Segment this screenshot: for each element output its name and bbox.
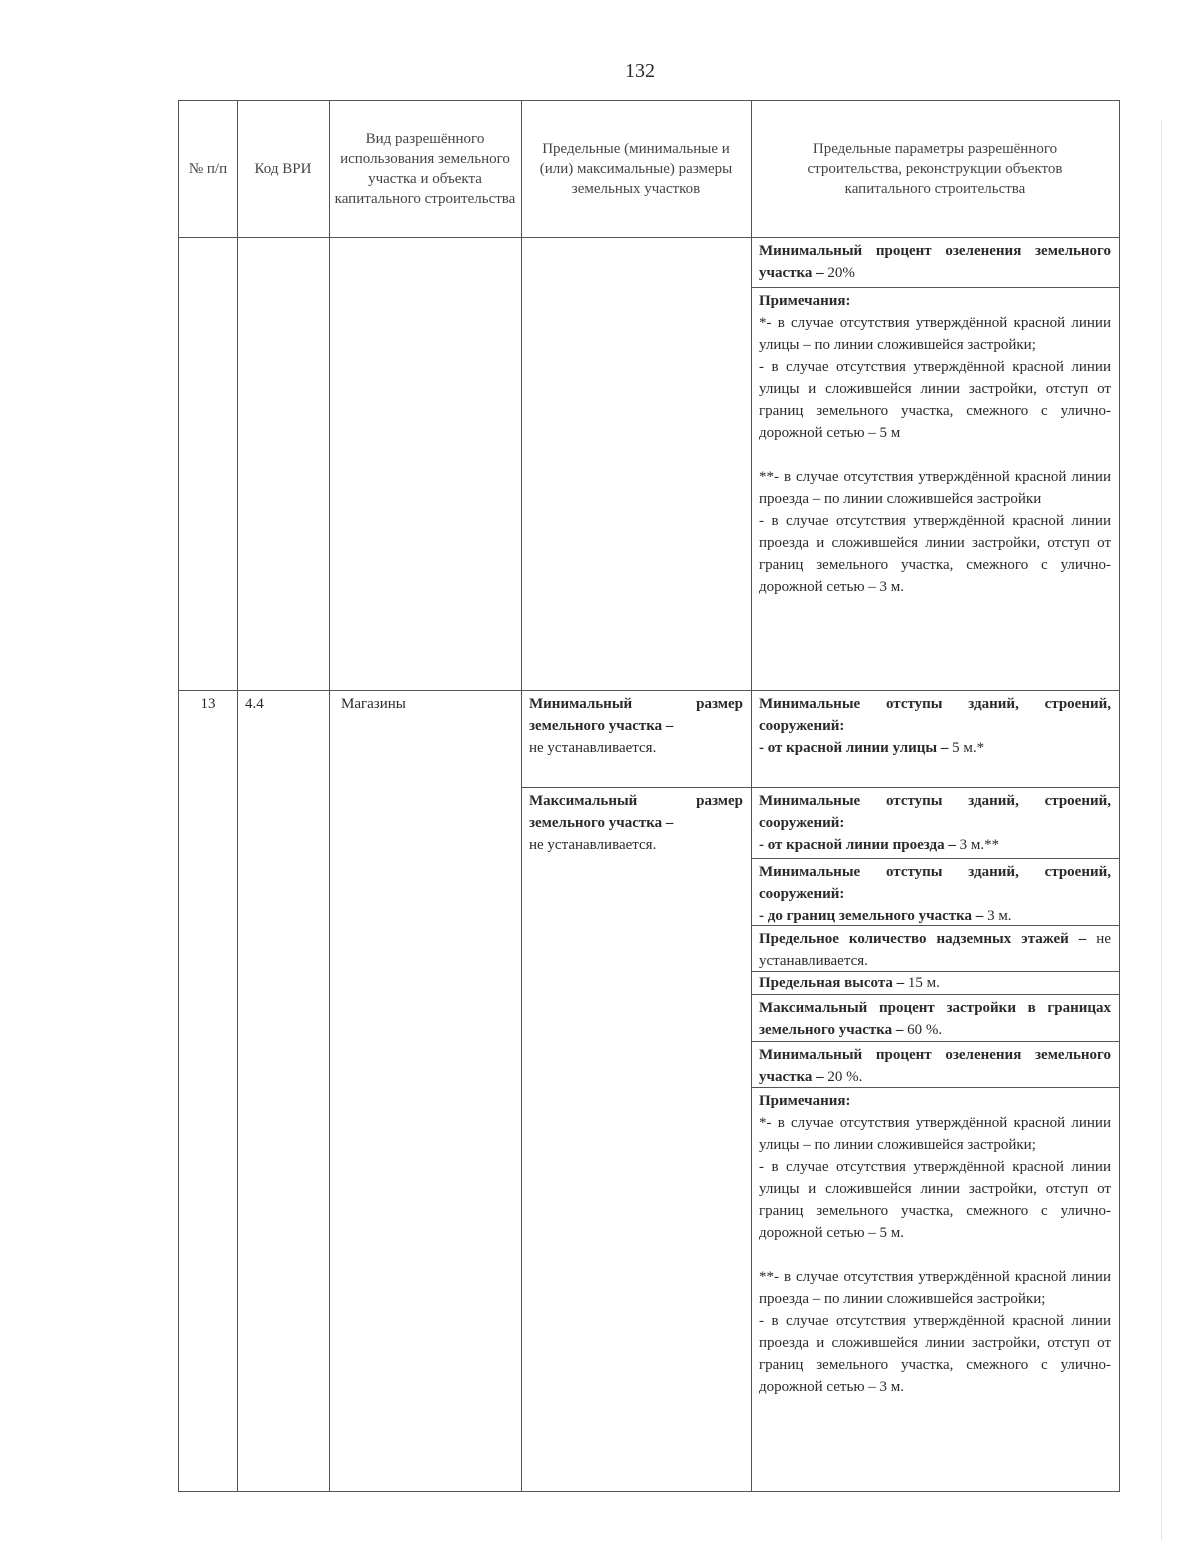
param-label: Предельное количество надземных этажей – <box>759 931 1087 947</box>
param-value: 5 м.* <box>948 740 985 756</box>
note-line: - в случае отсутствия утверждённой красной линии проезда и сложившейся линии застройки, отступ от границ земельного участка, смежного с улично-дорожной сетью – 3 м. <box>759 513 1111 595</box>
param-cell <box>751 1042 1119 1087</box>
min-size-cell <box>521 691 751 787</box>
param-label: Минимальные отступы зданий, строений, сооружений: <box>759 696 1111 734</box>
green-percent-label: Минимальный процент озеленения земельного участка – <box>759 243 1111 281</box>
header-plot-sizes: Предельные (минимальные и (или) максимальные) размеры земельных участков <box>539 141 733 197</box>
param-label: Предельная высота – <box>759 975 905 991</box>
param-value: 60 %. <box>903 1022 943 1038</box>
min-size-value: не устанавливается. <box>529 740 657 756</box>
param-label: Минимальные отступы зданий, строений, сооружений: <box>759 793 1111 831</box>
min-size-label: Минимальный размер земельного участка – <box>529 696 743 734</box>
row-use-name: Магазины <box>341 696 406 712</box>
page-number: 132 <box>625 60 655 82</box>
param-value: не устанавливается. <box>759 931 1111 969</box>
note-spacer <box>759 444 1111 466</box>
row-number: 13 <box>200 696 216 712</box>
param-cell <box>751 995 1119 1041</box>
note-line: **- в случае отсутствия утверждённой красной линии проезда – по линии сложившейся застройки; <box>759 1269 1111 1307</box>
notes-cell <box>751 1088 1119 1491</box>
header-use-type: Вид разрешённого использования земельного участка и объекта капитального строительства <box>334 131 516 207</box>
land-use-table <box>178 100 1120 1492</box>
max-size-cell <box>521 788 751 856</box>
param-label: Минимальные отступы зданий, строений, сооружений: <box>759 864 1111 902</box>
max-size-value: не устанавливается. <box>529 837 657 853</box>
header-params: Предельные параметры разрешённого строительства, реконструкции объектов капитального строительства <box>807 141 1063 197</box>
note-line: *- в случае отсутствия утверждённой красной линии улицы – по линии сложившейся застройки; <box>759 1115 1111 1153</box>
green-percent-value: 20% <box>823 265 855 281</box>
param-value: 20 %. <box>823 1069 863 1085</box>
param-value: 3 м. <box>983 908 1012 924</box>
param-cell <box>751 859 1119 925</box>
column-divider <box>329 101 330 1491</box>
param-cell <box>751 926 1119 971</box>
param-label: Минимальный процент озеленения земельного участка – <box>759 1047 1111 1085</box>
max-size-label: Максимальный размер земельного участка – <box>529 793 743 831</box>
column-divider <box>237 101 238 1491</box>
param-label: - от красной линии проезда – <box>759 837 956 853</box>
note-line: - в случае отсутствия утверждённой красной линии проезда и сложившейся линии застройки, отступ от границ земельного участка, смежного с улично-дорожной сетью – 3 м. <box>759 1313 1111 1395</box>
param-value: 15 м. <box>904 975 940 991</box>
param-label: Максимальный процент застройки в границах земельного участка – <box>759 1000 1111 1038</box>
param-cell <box>751 972 1119 994</box>
param-value: 3 м.** <box>955 837 1000 853</box>
param-label: - до границ земельного участка – <box>759 908 984 924</box>
note-line: **- в случае отсутствия утверждённой красной линии проезда – по линии сложившейся застройки <box>759 469 1111 507</box>
notes-title: Примечания: <box>759 1093 851 1109</box>
param-cell <box>751 691 1119 787</box>
scan-edge-line <box>1161 120 1162 1540</box>
header-num: № п/п <box>188 161 228 177</box>
note-spacer <box>759 1244 1111 1266</box>
row-code: 4.4 <box>245 696 264 712</box>
note-line: - в случае отсутствия утверждённой красной линии улицы и сложившейся линии застройки, отступ от границ земельного участка, смежного с улично-дорожной сетью – 5 м <box>759 359 1111 441</box>
param-label: - от красной линии улицы – <box>759 740 949 756</box>
note-line: - в случае отсутствия утверждённой красной линии улицы и сложившейся линии застройки, отступ от границ земельного участка, смежного с улично-дорожной сетью – 5 м. <box>759 1159 1111 1241</box>
notes-cell <box>751 288 1119 690</box>
param-cell <box>751 788 1119 858</box>
note-line: *- в случае отсутствия утверждённой красной линии улицы – по линии сложившейся застройки; <box>759 315 1111 353</box>
notes-title: Примечания: <box>759 293 851 309</box>
green-percent-cell <box>751 238 1119 287</box>
header-code: Код ВРИ <box>254 161 312 177</box>
